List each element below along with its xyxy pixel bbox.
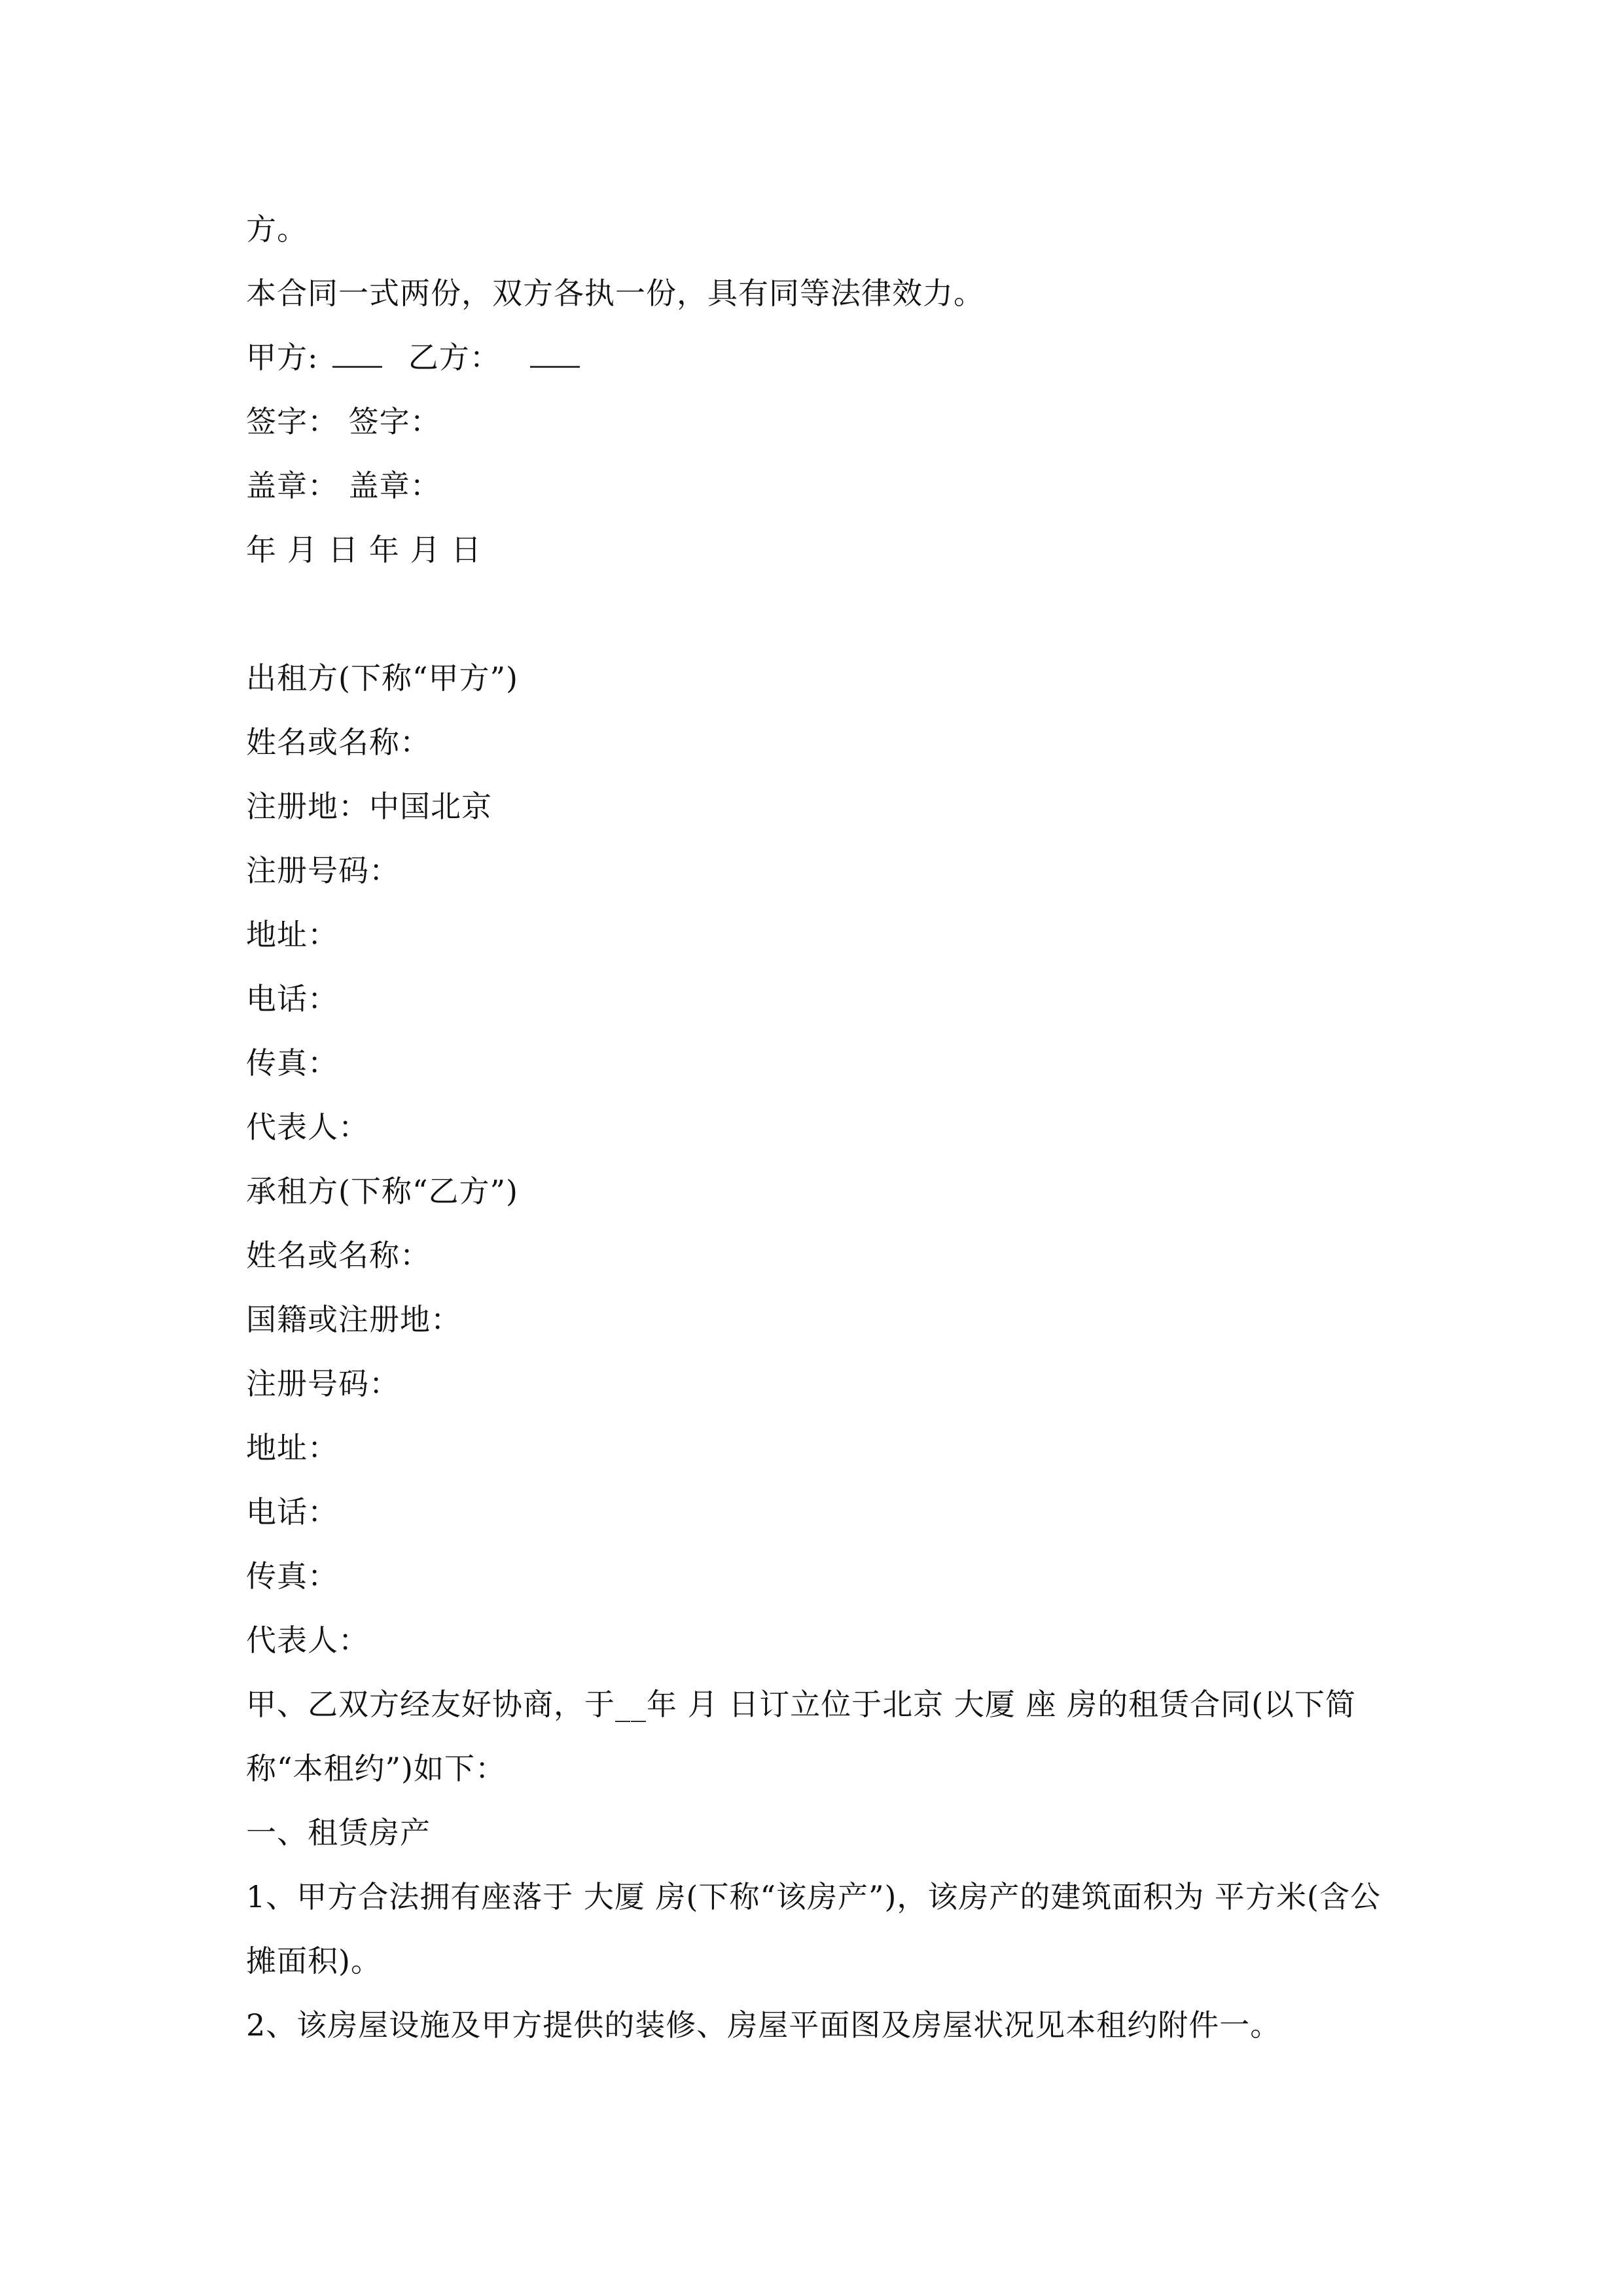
- text-line: 2、该房屋设施及甲方提供的装修、房屋平面图及房屋状况见本租约附件一。: [246, 2007, 1281, 2043]
- text-line: 姓名或名称：: [246, 1238, 431, 1273]
- text-line: 姓名或名称：: [246, 725, 431, 760]
- date-line: 年 月 日 年 月 日: [246, 532, 482, 567]
- party-a-label: 甲方:: [246, 340, 319, 375]
- party-a-blank: [332, 340, 382, 368]
- text-line: 地址：: [246, 1430, 338, 1465]
- text-line: 注册号码：: [246, 853, 400, 888]
- text-line: 传真：: [246, 1558, 338, 1594]
- text-line: 地址：: [246, 917, 338, 952]
- section-heading: 一、租赁房产: [246, 1815, 431, 1850]
- party-b-blank: [530, 340, 580, 368]
- text-line: 注册地：中国北京: [246, 789, 492, 824]
- text-line: 代表人：: [246, 1109, 369, 1145]
- text-line: 电话：: [246, 1494, 338, 1530]
- paragraph: 1、甲方合法拥有座落于 大厦 房(下称“该房产”)，该房产的建筑面积为 平方米(含公摊面积)。: [246, 1879, 1382, 1979]
- text-line: 方。: [246, 211, 308, 247]
- text-line: 国籍或注册地：: [246, 1302, 461, 1337]
- text-line: 传真：: [246, 1045, 338, 1081]
- section-heading: 出租方(下称“甲方”): [246, 660, 518, 696]
- party-b-label: 乙方：: [408, 340, 501, 375]
- text-line: 本合同一式两份，双方各执一份，具有同等法律效力。: [246, 276, 984, 311]
- signature-party-line: [246, 338, 584, 377]
- paragraph: 甲、乙双方经友好协商，于__年 月 日订立位于北京 大厦 座 房的租赁合同(以下简称“本租约”)如下：: [246, 1687, 1357, 1786]
- text-line: 签字： 签字：: [246, 404, 441, 439]
- section-heading: 承租方(下称“乙方”): [246, 1174, 518, 1209]
- text-line: 盖章： 盖章：: [246, 468, 441, 503]
- text-line: 电话：: [246, 981, 338, 1016]
- text-line: 代表人：: [246, 1623, 369, 1658]
- text-line: 注册号码：: [246, 1366, 400, 1401]
